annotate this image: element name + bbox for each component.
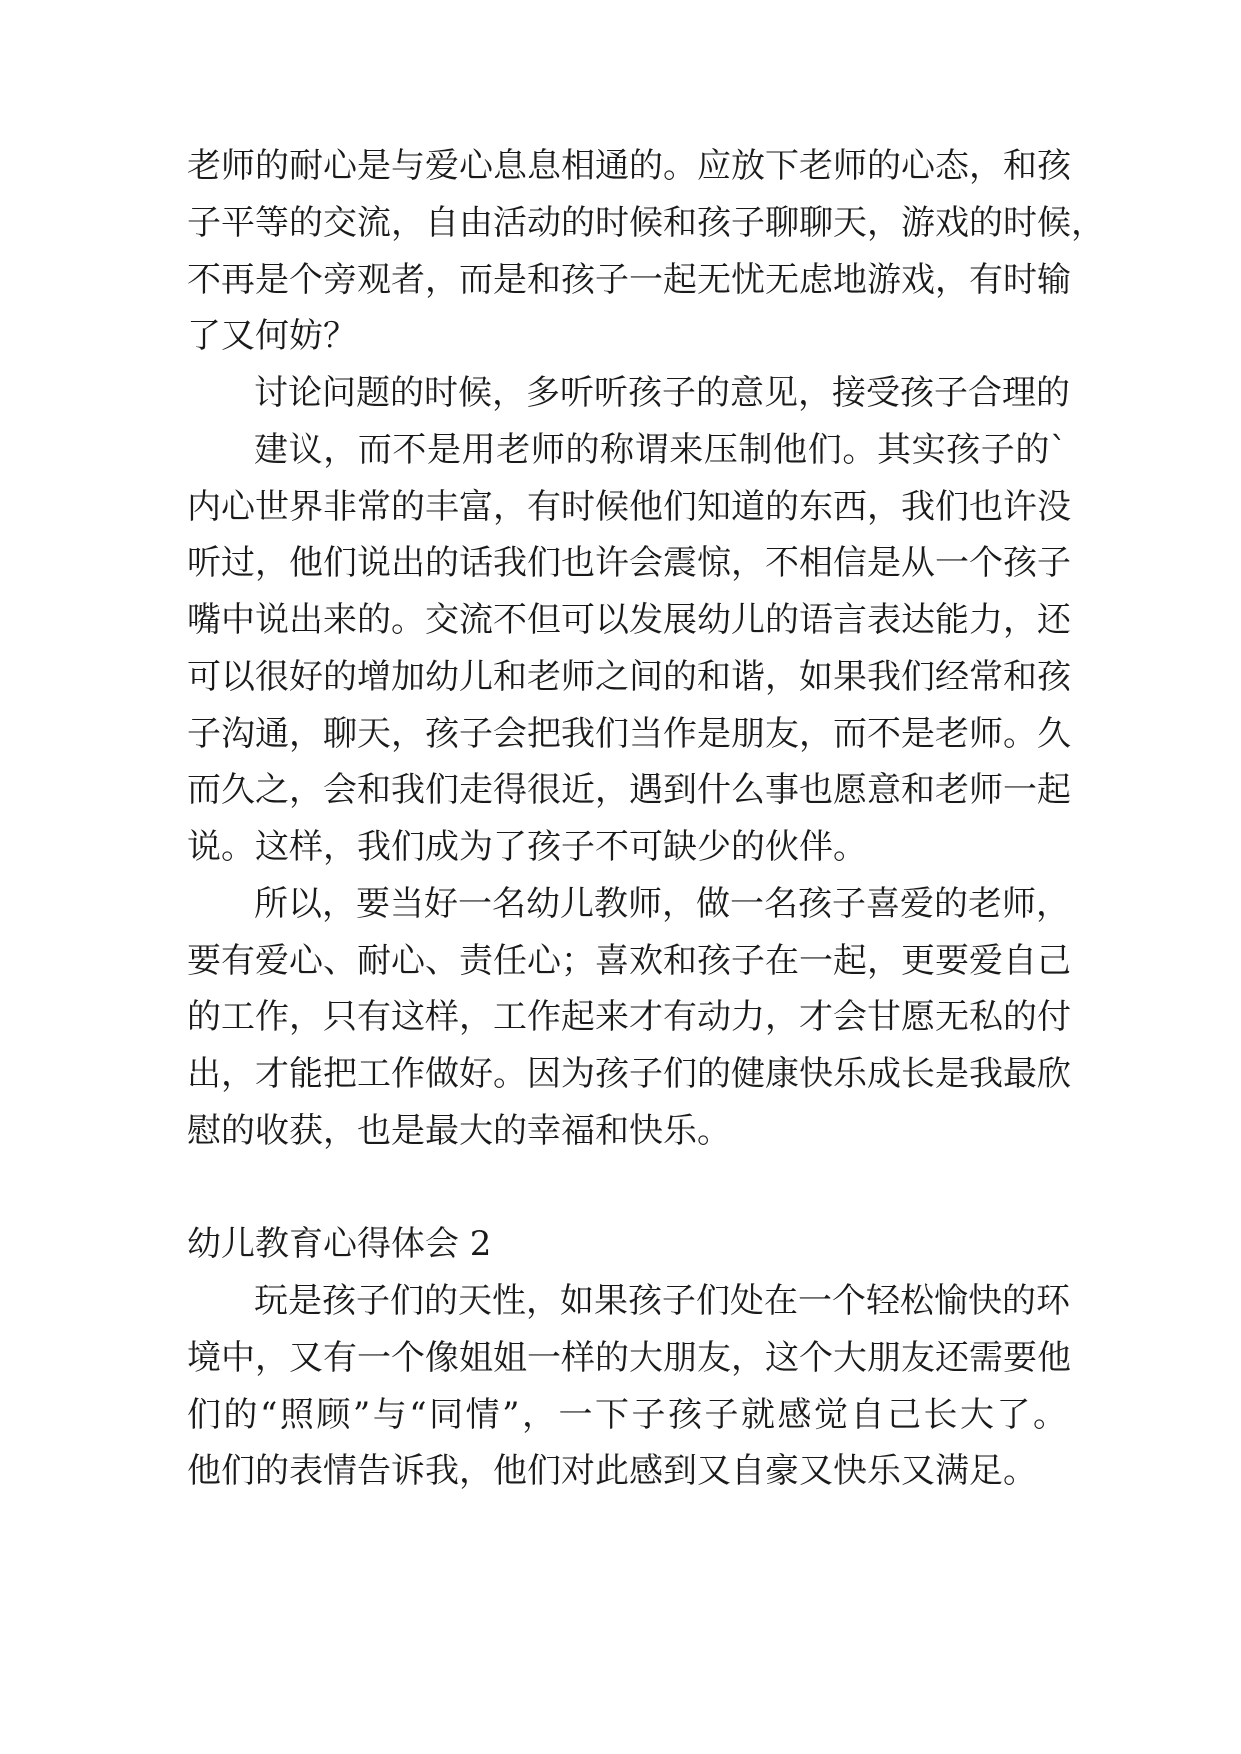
paragraph-line: 说。这样，我们成为了孩子不可缺少的伙伴。 [187, 827, 867, 867]
paragraph-line: 所以，要当好一名幼儿教师，做一名孩子喜爱的老师， [254, 884, 1070, 924]
paragraph-line: 可以很好的增加幼儿和老师之间的和谐，如果我们经常和孩 [187, 657, 1071, 697]
paragraph-line: 内心世界非常的丰富，有时候他们知道的东西，我们也许没 [187, 487, 1071, 527]
paragraph-line: 出，才能把工作做好。因为孩子们的健康快乐成长是我最欣 [187, 1054, 1071, 1094]
paragraph-line: 的工作，只有这样，工作起来才有动力，才会甘愿无私的付 [187, 997, 1071, 1037]
paragraph-line: 嘴中说出来的。交流不但可以发展幼儿的语言表达能力，还 [187, 600, 1071, 640]
paragraph-line: 了又何妨？ [187, 316, 357, 356]
paragraph-line: 听过，他们说出的话我们也许会震惊，不相信是从一个孩子 [187, 543, 1071, 583]
paragraph-line: 慰的收获，也是最大的幸福和快乐。 [187, 1111, 731, 1151]
paragraph-line: 们的“照顾”与“同情”，一下子孩子就感觉自己长大了。 [187, 1395, 1067, 1435]
paragraph-line: 讨论问题的时候，多听听孩子的意见，接受孩子合理的 [254, 373, 1070, 413]
paragraph-line: 建议，而不是用老师的称谓来压制他们。其实孩子的` [254, 430, 1067, 470]
paragraph-line: 而久之，会和我们走得很近，遇到什么事也愿意和老师一起 [187, 770, 1071, 810]
paragraph-line: 子平等的交流，自由活动的时候和孩子聊聊天，游戏的时候， [187, 203, 1105, 243]
paragraph-line: 玩是孩子们的天性，如果孩子们处在一个轻松愉快的环 [254, 1281, 1070, 1321]
paragraph-line: 子沟通，聊天，孩子会把我们当作是朋友，而不是老师。久 [187, 714, 1071, 754]
paragraph-line: 不再是个旁观者，而是和孩子一起无忧无虑地游戏，有时输 [187, 260, 1071, 300]
paragraph-line: 老师的耐心是与爱心息息相通的。应放下老师的心态，和孩 [187, 146, 1071, 186]
section-heading: 幼儿教育心得体会 2 [187, 1224, 492, 1264]
paragraph-line: 境中，又有一个像姐姐一样的大朋友，这个大朋友还需要他 [187, 1338, 1071, 1378]
paragraph-line: 要有爱心、耐心、责任心；喜欢和孩子在一起，更要爱自己 [187, 941, 1071, 981]
paragraph-line: 他们的表情告诉我，他们对此感到又自豪又快乐又满足。 [187, 1451, 1037, 1491]
